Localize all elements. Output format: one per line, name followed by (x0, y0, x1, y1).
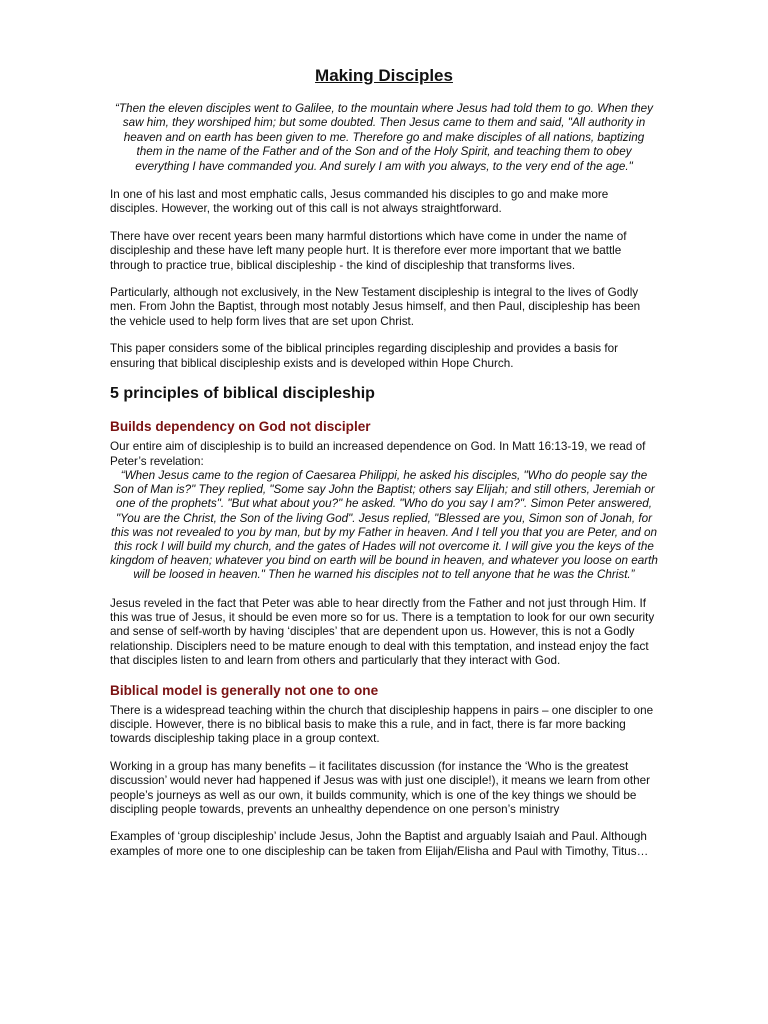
intro-paragraph-4: This paper considers some of the biblical principles regarding discipleship and provides a basis for ensuring that biblical discipleship exists and is developed within Hope Church. (110, 342, 619, 370)
principle-2-paragraph-2: Working in a group has many benefits – it facilitates discussion (for instance the ‘Who is the greatest discussion’ would never had happened if Jesus was with just one disciple!), it means we learn from other people’s journeys as well as our own, it builds community, which is one of the key things we should be discipling people towards, prevents an unhealthy dependence on one person’s ministry (110, 759, 651, 816)
principle-2-paragraph-1: There is a widespread teaching within the church that discipleship happens in pairs – one discipler to one disciple. However, there is no biblical basis to make this a rule, and in fact, there is far more backing towards discipleship taking place in a group context. (110, 703, 654, 746)
principle-2-heading: Biblical model is generally not one to one (110, 682, 379, 698)
intro-paragraph-3: Particularly, although not exclusively, in the New Testament discipleship is integral to the lives of Godly men. From John the Baptist, through most notably Jesus himself, and then Paul, discipleship has been the vehicle used to help form lives that are set upon Christ. (110, 286, 641, 328)
principles-heading: 5 principles of biblical discipleship (110, 385, 375, 403)
intro-paragraph-2: There have over recent years been many harmful distortions which have come in under the name of discipleship and these have left many people hurt. It is therefore ever more important that we battle through to practice true, biblical discipleship - the kind of discipleship that transforms lives. (110, 229, 627, 272)
intro-paragraph-1: In one of his last and most emphatic calls, Jesus commanded his disciples to go and make more disciples. However, the working out of this call is not always straightforward. (110, 188, 609, 216)
principle-1-quote: “When Jesus came to the region of Caesarea Philippi, he asked his disciples, "Who do people say the Son of Man is?" They replied, "Some say John the Baptist; others say Elijah; and still others, Jeremiah or one of the prophets". "But what about you?" he asked. "Who do you say I am?". Simon Peter answered, "You are the Christ, the Son of the living God". Jesus replied, "Blessed are you, Simon son of Jonah, for this was not revealed to you by man, but by my Father in heaven. And I tell you that you are Peter, and on this rock I will build my church, and the gates of Hades will not overcome it. I will give you the keys of the kingdom of heaven; whatever you bind on earth will be bound in heaven, and whatever you loose on earth will be loosed in heaven." Then he warned his disciples not to tell anyone that he was the Christ.” (110, 468, 658, 582)
document-page (110, 66, 658, 872)
opening-quote: “Then the eleven disciples went to Galilee, to the mountain where Jesus had told them to go. When they saw him, they worshiped him; but some doubted. Then Jesus came to them and said, "All authority in heaven and on earth has been given to me. Therefore go and make disciples of all nations, baptizing them in the name of the Father and of the Son and of the Holy Spirit, and teaching them to obey everything I have commanded you. And surely I am with you always, to the very end of the age." (115, 102, 653, 173)
principle-1-body: Jesus reveled in the fact that Peter was able to hear directly from the Father and not just through Him. If this was true of Jesus, it should be even more so for us. There is a temptation to look for our own security and sense of self-worth by having ‘disciples’ that are dependent upon us. However, this is not a Godly relationship. Disciplers need to be mature enough to deal with this temptation, and instead enjoy the fact that disciples listen to and learn from others and particularly that they interact with God. (110, 596, 655, 668)
principle-2-paragraph-3: Examples of ‘group discipleship’ include Jesus, John the Baptist and arguably Isaiah and Paul. Although examples of more one to one discipleship can be taken from Elijah/Elisha and Paul with Timothy, Titus… (110, 830, 649, 858)
principle-1-heading: Builds dependency on God not discipler (110, 419, 371, 435)
document-title: Making Disciples (315, 66, 453, 85)
principle-1-intro: Our entire aim of discipleship is to build an increased dependence on God. In Matt 16:13-19, we read of Peter’s revelation: (110, 440, 646, 468)
